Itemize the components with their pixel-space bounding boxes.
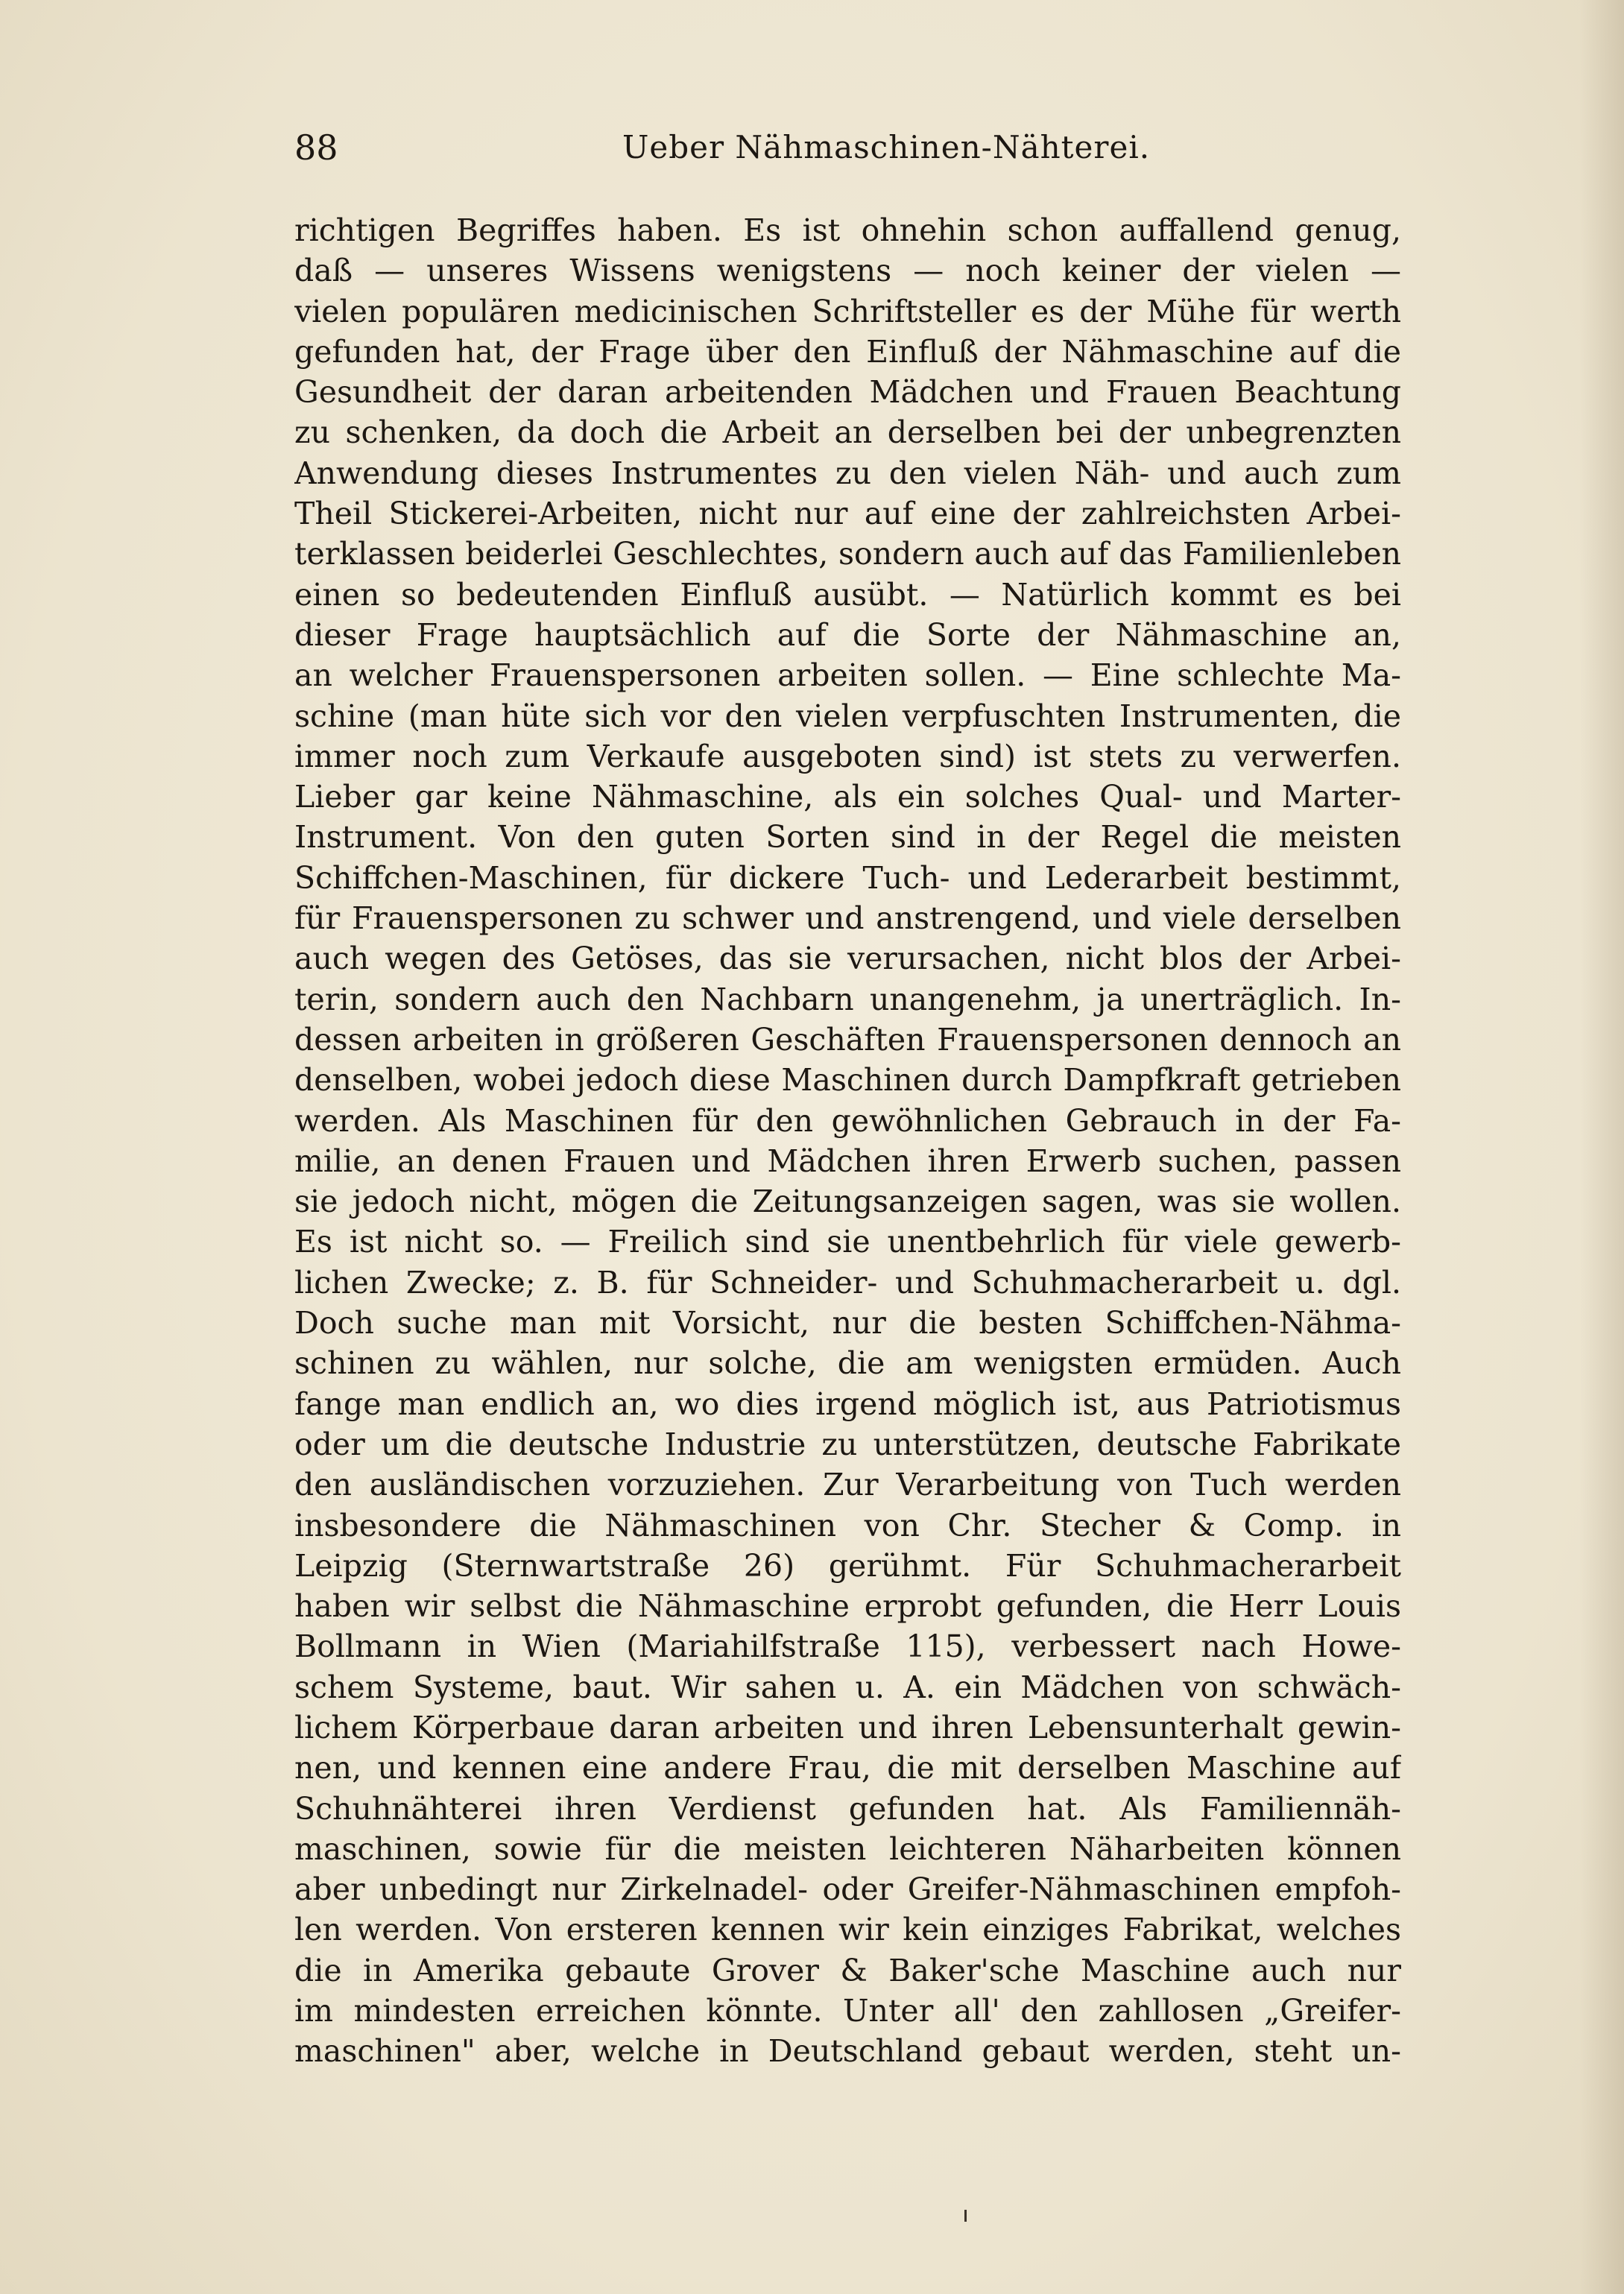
text-line: maschinen, sowie für die meisten leichteren Näharbeiten können (294, 1830, 1401, 1867)
text-line: vielen populären medicinischen Schriftsteller es der Mühe für werth (294, 293, 1401, 329)
text-line: Doch suche man mit Vorsicht, nur die besten Schiffchen-Nähma- (294, 1305, 1401, 1342)
text-line: Lieber gar keine Nähmaschine, als ein solches Qual- und Marter- (294, 779, 1401, 815)
text-line: Schuhnähterei ihren Verdienst gefunden hat. Als Familiennäh- (294, 1790, 1401, 1827)
text-line: sie jedoch nicht, mögen die Zeitungsanzeigen sagen, was sie wollen. (294, 1184, 1401, 1220)
text-line: an welcher Frauenspersonen arbeiten sollen. — Eine schlechte Ma- (294, 657, 1401, 694)
text-line: Es ist nicht so. — Freilich sind sie unentbehrlich für viele gewerb- (294, 1224, 1401, 1260)
print-mark (964, 2210, 967, 2222)
text-line: im mindesten erreichen könnte. Unter all' den zahllosen „Greifer- (294, 1993, 1401, 2029)
body-text (294, 210, 1401, 2072)
text-line: len werden. Von ersteren kennen wir kein einziges Fabrikat, welches (294, 1912, 1401, 1948)
text-line: haben wir selbst die Nähmaschine erprobt gefunden, die Herr Louis (294, 1588, 1401, 1625)
text-line: schine (man hüte sich vor den vielen verpfuschten Instrumenten, die (294, 698, 1401, 734)
text-line: einen so bedeutenden Einfluß ausübt. — Natürlich kommt es bei (294, 576, 1401, 613)
text-line: terklassen beiderlei Geschlechtes, sondern auch auf das Familienleben (294, 536, 1401, 572)
text-line: lichen Zwecke; z. B. für Schneider- und Schuhmacherarbeit u. dgl. (294, 1264, 1401, 1301)
text-line: lichem Körperbaue daran arbeiten und ihren Lebensunterhalt gewin- (294, 1709, 1401, 1745)
text-line: gefunden hat, der Frage über den Einfluß der Nähmaschine auf die (294, 333, 1401, 370)
text-line: die in Amerika gebaute Grover & Baker'sche Maschine auch nur (294, 1952, 1401, 1988)
text-line: Theil Stickerei-Arbeiten, nicht nur auf eine der zahlreichsten Arbei- (294, 496, 1401, 532)
text-line: Gesundheit der daran arbeitenden Mädchen und Frauen Beachtung (294, 374, 1401, 411)
text-line: Leipzig (Sternwartstraße 26) gerühmt. Für Schuhmacherarbeit (294, 1547, 1401, 1584)
page-number: 88 (294, 127, 338, 168)
text-line: Bollmann in Wien (Mariahilfstraße 115), verbessert nach Howe- (294, 1628, 1401, 1665)
text-line: daß — unseres Wissens wenigstens — noch keiner der vielen — (294, 253, 1401, 289)
text-line: nen, und kennen eine andere Frau, die mit derselben Maschine auf (294, 1750, 1401, 1786)
page-edge-shadow (1579, 0, 1624, 2294)
text-line: schem Systeme, baut. Wir sahen u. A. ein Mädchen von schwäch- (294, 1669, 1401, 1705)
text-line: Schiffchen-Maschinen, für dickere Tuch- und Lederarbeit bestimmt, (294, 859, 1401, 896)
text-line: fange man endlich an, wo dies irgend möglich ist, aus Patriotismus (294, 1385, 1401, 1422)
running-title: Ueber Nähmaschinen-Nähterei. (622, 129, 1151, 165)
text-line: Instrument. Von den guten Sorten sind in der Regel die meisten (294, 819, 1401, 856)
text-line: insbesondere die Nähmaschinen von Chr. Stecher & Comp. in (294, 1507, 1401, 1543)
text-line: terin, sondern auch den Nachbarn unangenehm, ja unerträglich. In- (294, 981, 1401, 1017)
text-line: dessen arbeiten in größeren Geschäften Frauenspersonen dennoch an (294, 1021, 1401, 1058)
text-line: richtigen Begriffes haben. Es ist ohnehin schon auffallend genug, (294, 212, 1401, 248)
text-line: aber unbedingt nur Zirkelnadel- oder Greifer-Nähmaschinen empfoh- (294, 1871, 1401, 1908)
text-line: werden. Als Maschinen für den gewöhnlichen Gebrauch in der Fa- (294, 1102, 1401, 1139)
text-line: dieser Frage hauptsächlich auf die Sorte der Nähmaschine an, (294, 616, 1401, 653)
text-line: für Frauenspersonen zu schwer und anstrengend, und viele derselben (294, 900, 1401, 937)
text-line: milie, an denen Frauen und Mädchen ihren Erwerb suchen, passen (294, 1143, 1401, 1179)
text-line: zu schenken, da doch die Arbeit an derselben bei der unbegrenzten (294, 414, 1401, 451)
text-line: schinen zu wählen, nur solche, die am wenigsten ermüden. Auch (294, 1345, 1401, 1382)
text-line: immer noch zum Verkaufe ausgeboten sind) ist stets zu verwerfen. (294, 738, 1401, 774)
page-header (294, 125, 1401, 170)
text-line: denselben, wobei jedoch diese Maschinen durch Dampfkraft getrieben (294, 1062, 1401, 1099)
text-line: den ausländischen vorzuziehen. Zur Verarbeitung von Tuch werden (294, 1467, 1401, 1503)
text-line: maschinen" aber, welche in Deutschland gebaut werden, steht un- (294, 2033, 1401, 2070)
text-line: Anwendung dieses Instrumentes zu den vielen Näh- und auch zum (294, 455, 1401, 491)
text-line: oder um die deutsche Industrie zu unterstützen, deutsche Fabrikate (294, 1426, 1401, 1462)
text-line: auch wegen des Getöses, das sie verursachen, nicht blos der Arbei- (294, 941, 1401, 977)
